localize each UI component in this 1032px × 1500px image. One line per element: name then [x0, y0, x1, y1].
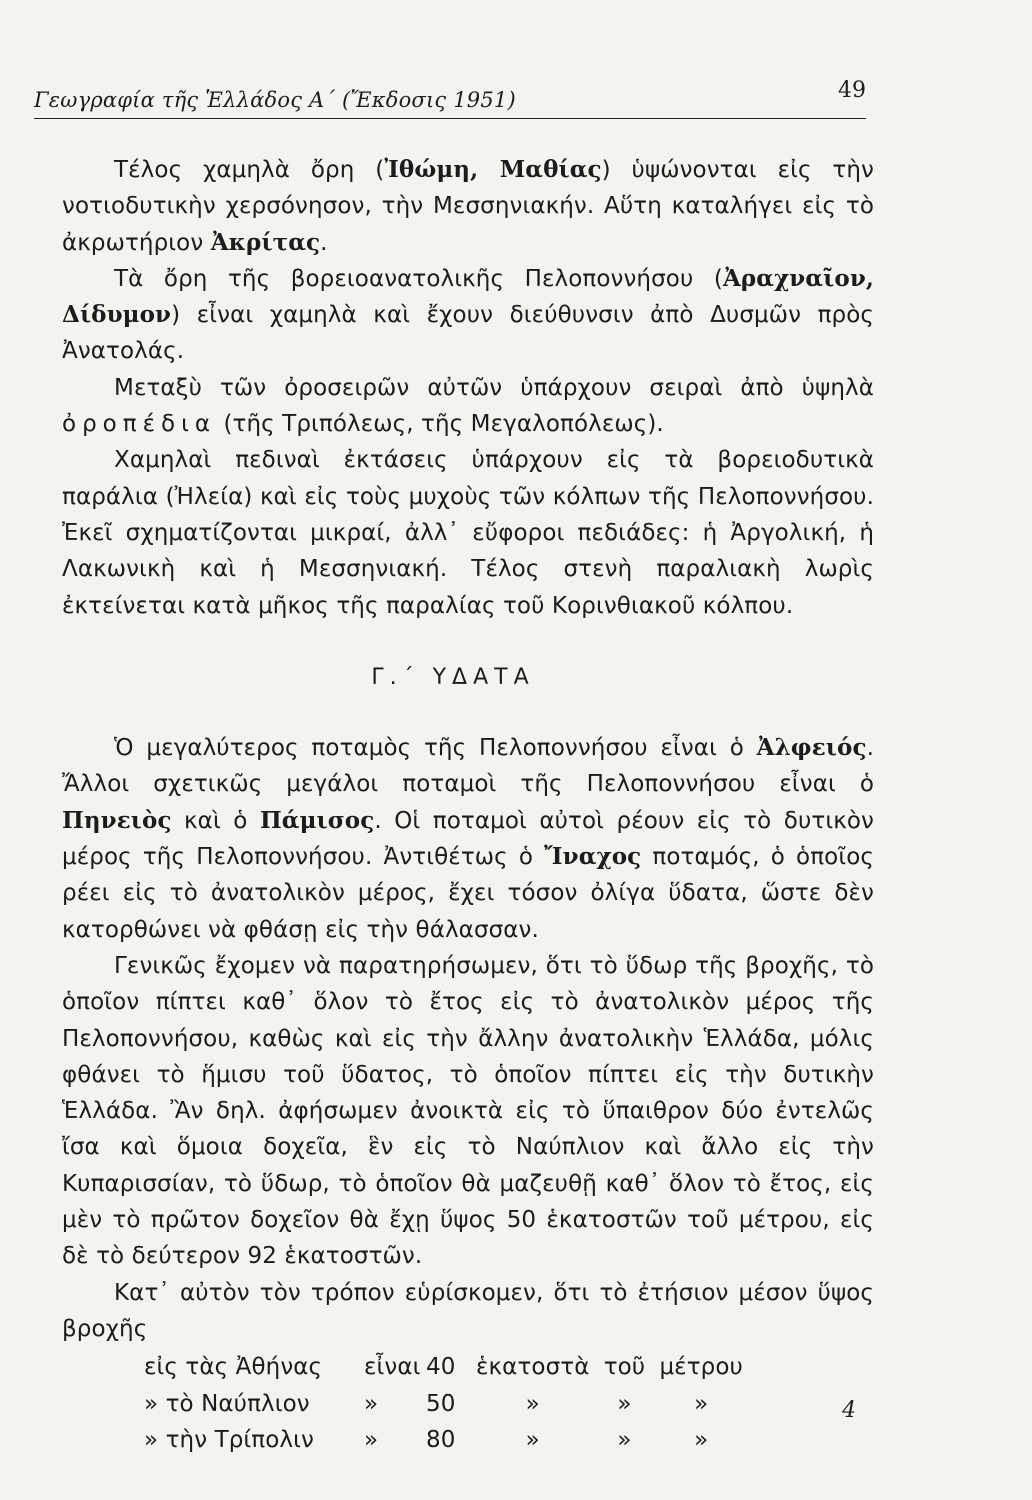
bold-term: Ἀκρίτας: [210, 228, 321, 256]
value-cell: 50: [426, 1390, 456, 1417]
of-cell: »: [617, 1426, 632, 1453]
place-cell: » τὸ Ναύπλιον: [144, 1390, 310, 1417]
paragraph-3: Μεταξὺ τῶν ὀροσειρῶν αὐτῶν ὑπάρχουν σειραὶ ἀπὸ ὑψηλὰ ὀροπέδια (τῆς Τριπόλεως, τῆς Μεγαλοπόλεως).: [62, 374, 874, 438]
spaced-term: ὀροπέδια: [62, 411, 217, 438]
table-row: [144, 1386, 743, 1422]
paragraph-5: Ὁ μεγαλύτερος ποταμὸς τῆς Πελοποννήσου εἶναι ὁ Ἀλφειός. Ἄλλοι σχετικῶς μεγάλοι ποταμοὶ τῆς Πελοποννήσου εἶναι ὁ Πηνειὸς καὶ ὁ Πάμισος. Οἱ ποταμοὶ αὐτοὶ ρέουν εἰς τὸ δυτικὸν μέρος τῆς Πελοποννήσου. Ἀντιθέτως ὁ Ἴναχος ποταμός, ὁ ὁποῖος ρέει εἰς τὸ ἀνατολικὸν μέρος, ἔχει τόσον ὀλίγα ὕδατα, ὥστε δὲν κατορθώνει νὰ φθάσῃ εἰς τὴν θάλασσαν.: [62, 734, 875, 943]
page-body: [62, 152, 874, 1458]
place-cell: » τὴν Τρίπολιν: [144, 1426, 314, 1453]
page-number: 49: [838, 78, 866, 103]
paragraph-1: Τέλος χαμηλὰ ὄρη (Ἰθώμη, Μαθίας) ὑψώνονται εἰς τὴν νοτιοδυτικὴν χερσόνησον, τὴν Μεσσηνιακήν. Αὕτη καταλήγει εἰς τὸ ἀκρωτήριον Ἀκρίτας.: [62, 156, 874, 256]
verb-cell: εἶναι: [364, 1354, 421, 1381]
meter-cell: »: [694, 1390, 709, 1417]
meter-cell: μέτρου: [659, 1354, 743, 1381]
signature-mark: 4: [842, 1398, 856, 1423]
paragraph-2: Τὰ ὄρη τῆς βορειοανατολικῆς Πελοποννήσου (Ἀραχναῖον, Δίδυμον) εἶναι χαμηλὰ καὶ ἔχουν διεύθυνσιν ἀπὸ Δυσμῶν πρὸς Ἀνατολάς.: [62, 264, 874, 365]
paragraph-7: Κατ᾿ αὐτὸν τὸν τρόπον εὑρίσκομεν, ὅτι τὸ ἐτήσιον μέσον ὕψος βροχῆς: [62, 1279, 874, 1342]
table-row: [144, 1349, 743, 1385]
section-heading: Γ.΄ ΥΔΑΤΑ: [371, 664, 535, 690]
unit-cell: »: [525, 1390, 540, 1417]
rainfall-table: [144, 1349, 743, 1458]
of-cell: τοῦ: [603, 1354, 646, 1381]
running-header: [34, 78, 866, 119]
running-title: Γεωγραφία τῆς Ἑλλάδος Α΄ (Ἔκδοσις 1951): [34, 88, 516, 112]
bold-term: Ἀραχναῖον, Δίδυμον: [62, 264, 874, 329]
bold-term: Ἀλφειός: [756, 734, 867, 762]
verb-cell: »: [364, 1390, 379, 1417]
table-row: [144, 1422, 743, 1458]
value-cell: 40: [426, 1354, 456, 1381]
bold-term: Ἴναχος: [544, 843, 642, 871]
unit-cell: ἑκατοστὰ: [476, 1354, 590, 1381]
bold-term: Ἰθώμη, Μαθίας: [384, 156, 602, 183]
unit-cell: »: [525, 1426, 540, 1453]
verb-cell: »: [364, 1426, 379, 1453]
paragraph-6: Γενικῶς ἔχομεν νὰ παρατηρήσωμεν, ὅτι τὸ ὕδωρ τῆς βροχῆς, τὸ ὁποῖον πίπτει καθ᾿ ὅλον τὸ ἔτος εἰς τὸ ἀνατολικὸν μέρος τῆς Πελοποννήσου, καθὼς καὶ εἰς τὴν ἄλλην ἀνατολικὴν Ἑλλάδα, μόλις φθάνει τὸ ἥμισυ τοῦ ὕδατος, τὸ ὁποῖον πίπτει εἰς τὴν δυτικὴν Ἑλλάδα. Ἂν δηλ. ἀφήσωμεν ἀνοικτὰ εἰς τὸ ὕπαιθρον δύο ἐντελῶς ἴσα καὶ ὅμοια δοχεῖα, ἓν εἰς τὸ Ναύπλιον καὶ ἄλλο εἰς τὴν Κυπαρισσίαν, τὸ ὕδωρ, τὸ ὁποῖον θὰ μαζευθῇ καθ᾿ ὅλον τὸ ἔτος, εἰς μὲν τὸ πρῶτον δοχεῖον θὰ ἔχῃ ὕψος 50 ἑκατοστῶν τοῦ μέτρου, εἰς δὲ τὸ δεύτερον 92 ἑκατοστῶν.: [62, 952, 874, 1270]
of-cell: »: [617, 1390, 632, 1417]
value-cell: 80: [426, 1426, 456, 1453]
bold-term: Πάμισος: [259, 806, 375, 834]
bold-term: Πηνειὸς: [62, 806, 172, 834]
meter-cell: »: [694, 1426, 709, 1453]
paragraph-4: Χαμηλαὶ πεδιναὶ ἐκτάσεις ὑπάρχουν εἰς τὰ βορειοδυτικὰ παράλια (Ἠλεία) καὶ εἰς τοὺς μυχοὺς τῶν κόλπων τῆς Πελοποννήσου. Ἐκεῖ σχηματίζονται μικραί, ἀλλ᾿ εὔφοροι πεδιάδες: ἡ Ἀργολική, ἡ Λακωνικὴ καὶ ἡ Μεσσηνιακή. Τέλος στενὴ παραλιακὴ λωρὶς ἐκτείνεται κατὰ μῆκος τῆς παραλίας τοῦ Κορινθιακοῦ κόλπου.: [62, 447, 874, 619]
place-cell: εἰς τὰς Ἀθήνας: [144, 1354, 323, 1381]
